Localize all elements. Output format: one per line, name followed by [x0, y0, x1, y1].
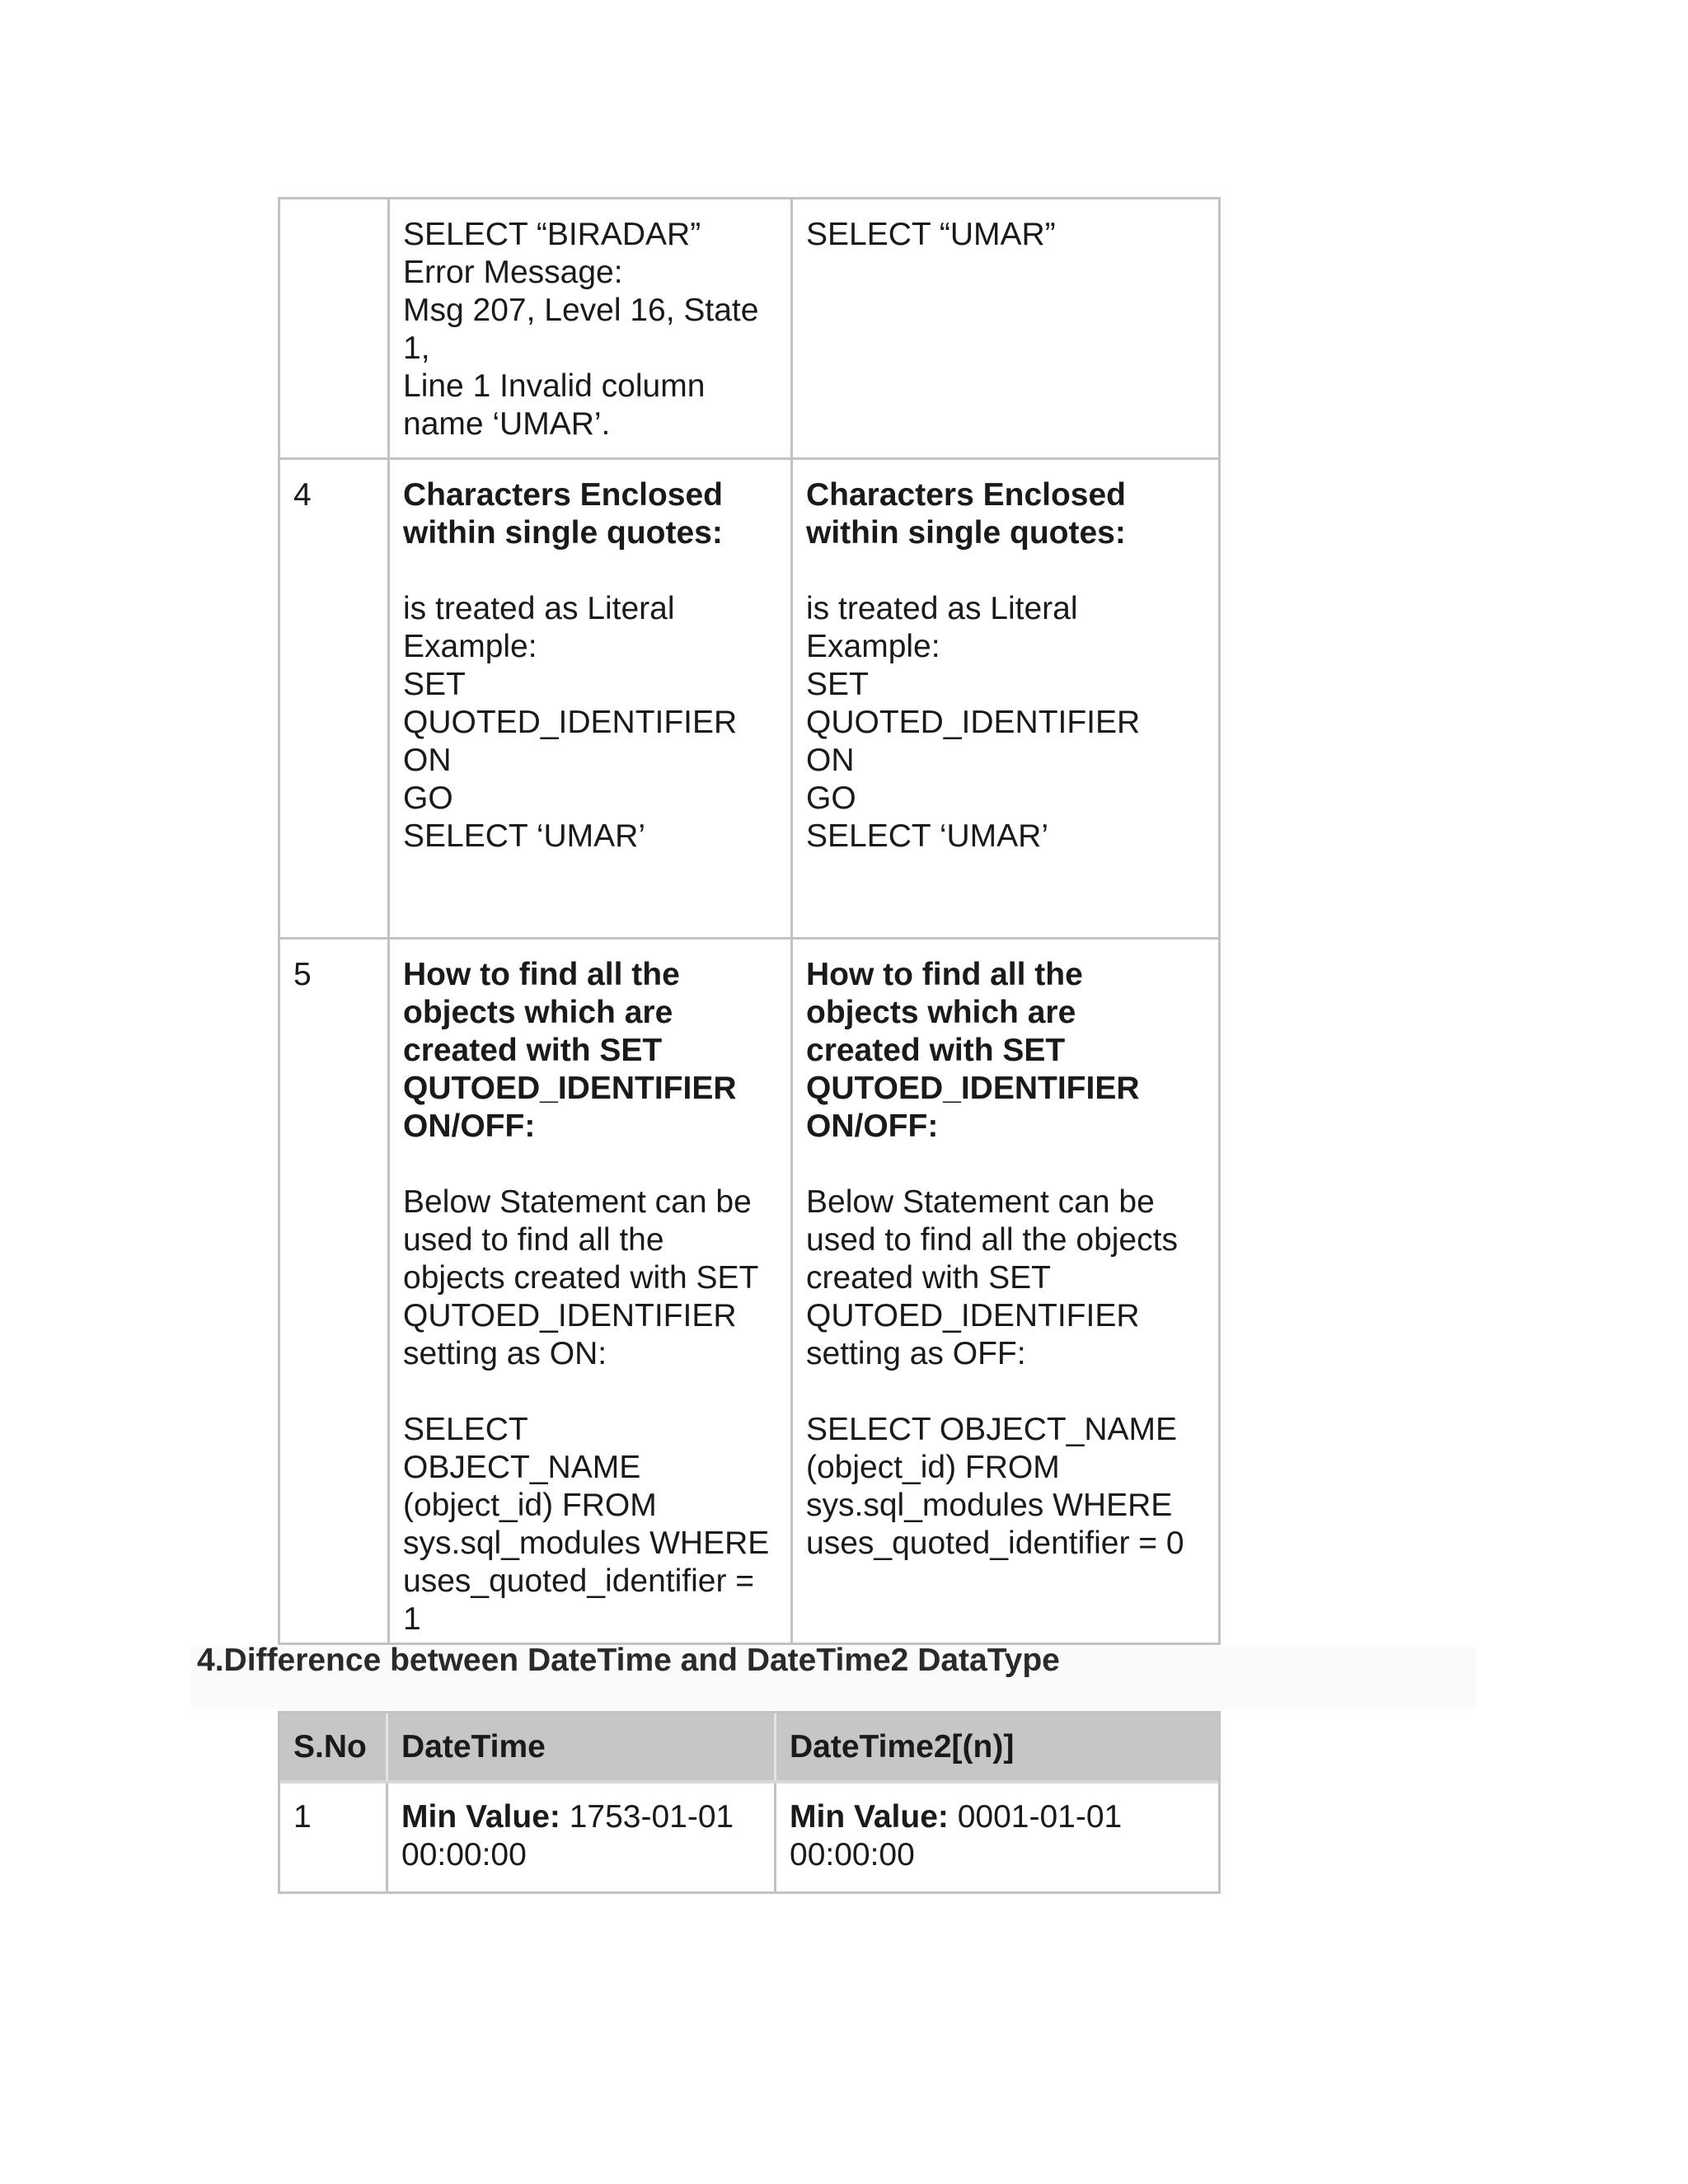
- on-cell: [387, 460, 790, 937]
- sno-value: 1: [293, 1799, 312, 1835]
- sno-value: 4: [293, 477, 312, 513]
- header-cell-datetime2: [774, 1713, 1218, 1780]
- min-value: 1753-01-01 00:00:00: [401, 1799, 734, 1872]
- off-cell: [790, 199, 1218, 457]
- min-value: 0001-01-01 00:00:00: [790, 1799, 1123, 1872]
- on-cell: [387, 199, 790, 457]
- on-cell: [387, 940, 790, 1645]
- cell-title: Characters Enclosed within single quotes:: [403, 477, 724, 551]
- cell-title: How to find all the objects which are created with SET QUTOED_IDENTIFIER ON/OFF:: [806, 957, 1140, 1144]
- off-cell: [790, 940, 1218, 1645]
- datetime-comparison-table: [278, 1711, 1221, 1894]
- quoted-identifier-table: [278, 197, 1221, 1645]
- sql-query: SELECT OBJECT_NAME (object_id) FROM sys.sql_modules WHERE uses_quoted_identifier = 0: [806, 1412, 1184, 1561]
- sno-cell: [280, 199, 387, 457]
- cell-text: is treated as Literal Example: SET QUOTED_IDENTIFIER ON GO SELECT ‘UMAR’: [403, 591, 738, 854]
- header-label: DateTime2[(n)]: [790, 1729, 1015, 1765]
- cell-text: is treated as Literal Example: SET QUOTED_IDENTIFIER ON GO SELECT ‘UMAR’: [806, 591, 1141, 854]
- off-cell-text: SELECT “UMAR”: [806, 217, 1056, 252]
- header-label: DateTime: [401, 1729, 546, 1765]
- table-row: [280, 1783, 1218, 1891]
- table-row: [280, 199, 1218, 457]
- section-heading: 4.Difference between DateTime and DateTime2 DataType: [197, 1643, 1060, 1678]
- cell-title: Characters Enclosed within single quotes:: [806, 477, 1127, 551]
- on-cell-text: SELECT “BIRADAR” Error Message: Msg 207, Level 16, State 1, Line 1 Invalid column name ‘UMAR’.: [403, 217, 759, 442]
- header-cell-datetime: [386, 1713, 774, 1780]
- cell-description: Below Statement can be used to find all the objects created with SET QUTOED_IDENTIFIER setting as ON:: [403, 1184, 759, 1371]
- cell-title: How to find all the objects which are created with SET QUTOED_IDENTIFIER ON/OFF:: [403, 957, 737, 1144]
- datetime-cell: [386, 1783, 774, 1891]
- sql-query: SELECT OBJECT_NAME (object_id) FROM sys.sql_modules WHERE uses_quoted_identifier = 1: [403, 1412, 770, 1637]
- sno-cell: [280, 460, 387, 937]
- header-label: S.No: [293, 1729, 367, 1765]
- sno-value: 5: [293, 957, 312, 992]
- sno-cell: [280, 940, 387, 1645]
- header-cell-sno: [280, 1713, 386, 1780]
- cell-text: [401, 1798, 761, 1874]
- datetime2-cell: [774, 1783, 1218, 1891]
- min-value-label: Min Value:: [401, 1799, 560, 1835]
- min-value-label: Min Value:: [790, 1799, 949, 1835]
- table-row: [280, 937, 1218, 1645]
- cell-text: [790, 1798, 1205, 1874]
- table-header-row: [280, 1713, 1218, 1783]
- table-row: [280, 457, 1218, 937]
- cell-description: Below Statement can be used to find all the objects created with SET QUTOED_IDENTIFIER setting as OFF:: [806, 1184, 1178, 1371]
- off-cell: [790, 460, 1218, 937]
- sno-cell: [280, 1783, 386, 1891]
